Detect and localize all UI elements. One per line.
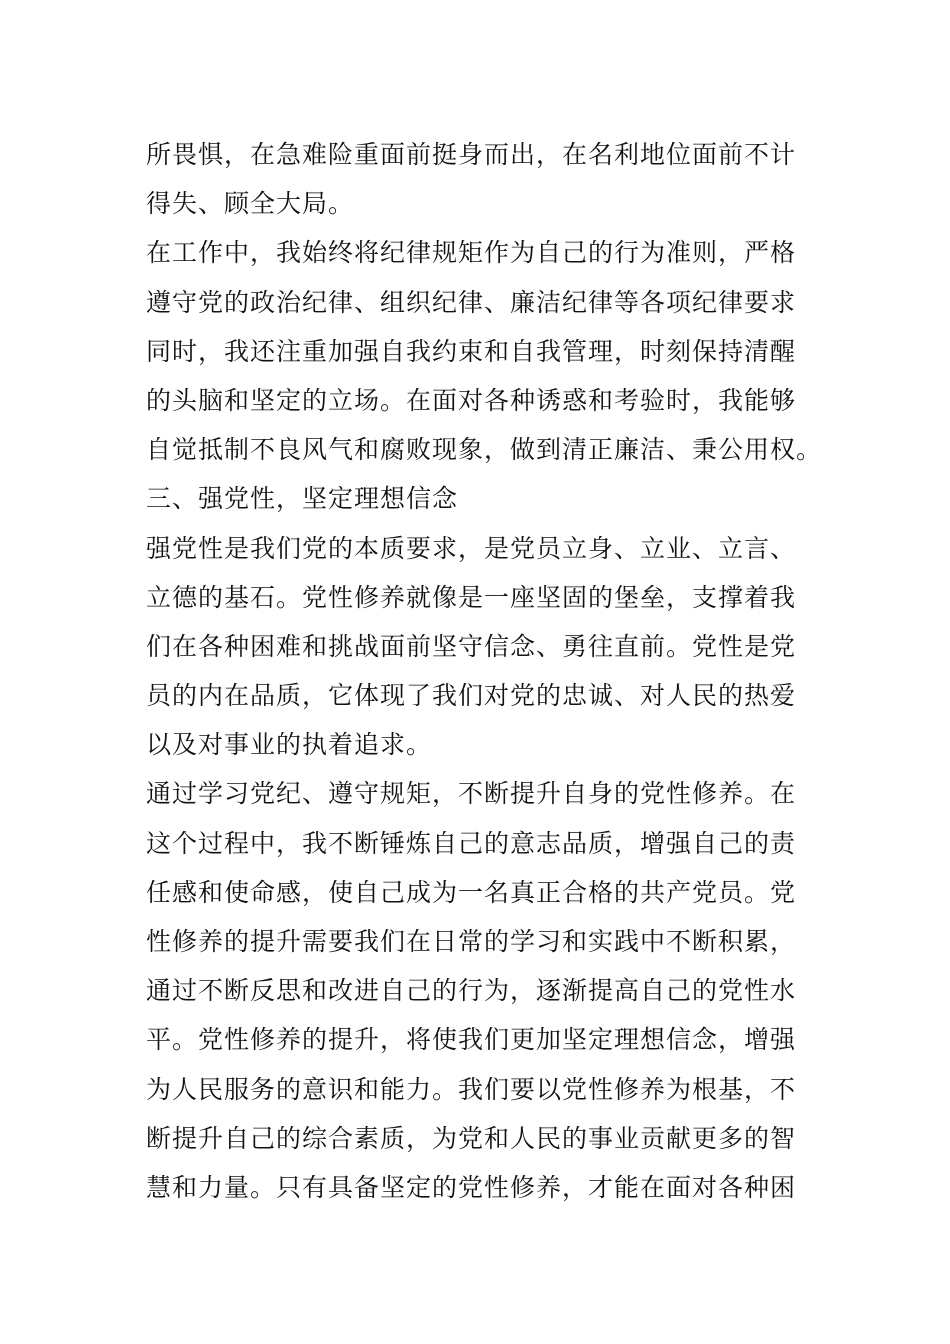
- text-line: 性修养的提升需要我们在日常的学习和实践中不断积累，: [146, 927, 797, 956]
- text-line: 通过不断反思和改进自己的行为，逐渐提高自己的党性水: [146, 976, 797, 1006]
- text-line: 在工作中，我始终将纪律规矩作为自己的行为准则，严格: [146, 238, 797, 268]
- text-line: 所畏惧，在急难险重面前挺身而出，在名利地位面前不计: [146, 140, 797, 169]
- text-line: 立德的基石。党性修养就像是一座坚固的堡垒，支撑着我: [146, 582, 797, 612]
- document-body: [146, 130, 823, 1212]
- text-line: 们在各种困难和挑战面前坚守信念、勇往直前。党性是党: [146, 631, 797, 661]
- text-line: 慧和力量。只有具备坚定的党性修养，才能在面对各种困: [146, 1172, 797, 1202]
- text-line: 同时，我还注重加强自我约束和自我管理，时刻保持清醒: [146, 336, 797, 366]
- text-line: 员的内在品质，它体现了我们对党的忠诚、对人民的热爱: [146, 681, 797, 711]
- text-line: 断提升自己的综合素质，为党和人民的事业贡献更多的智: [146, 1123, 797, 1153]
- text-line: 这个过程中，我不断锤炼自己的意志品质，增强自己的责: [146, 828, 797, 858]
- section-heading: 三、强党性，坚定理想信念: [146, 484, 459, 514]
- text-line: 遵守党的政治纪律、组织纪律、廉洁纪律等各项纪律要求: [146, 287, 797, 317]
- text-line: 得失、顾全大局。: [146, 189, 355, 219]
- text-line: 以及对事业的执着追求。: [146, 730, 433, 760]
- text-line: 强党性是我们党的本质要求，是党员立身、立业、立言、: [146, 533, 797, 563]
- text-line: 自觉抵制不良风气和腐败现象，做到清正廉洁、秉公用权。: [146, 435, 823, 465]
- text-line: 为人民服务的意识和能力。我们要以党性修养为根基，不: [146, 1074, 797, 1104]
- text-line: 的头脑和坚定的立场。在面对各种诱惑和考验时，我能够: [146, 385, 797, 415]
- text-line: 通过学习党纪、遵守规矩，不断提升自身的党性修养。在: [146, 779, 797, 809]
- text-line: 任感和使命感，使自己成为一名真正合格的共产党员。党: [146, 877, 797, 907]
- text-line: 平。党性修养的提升，将使我们更加坚定理想信念，增强: [146, 1025, 797, 1055]
